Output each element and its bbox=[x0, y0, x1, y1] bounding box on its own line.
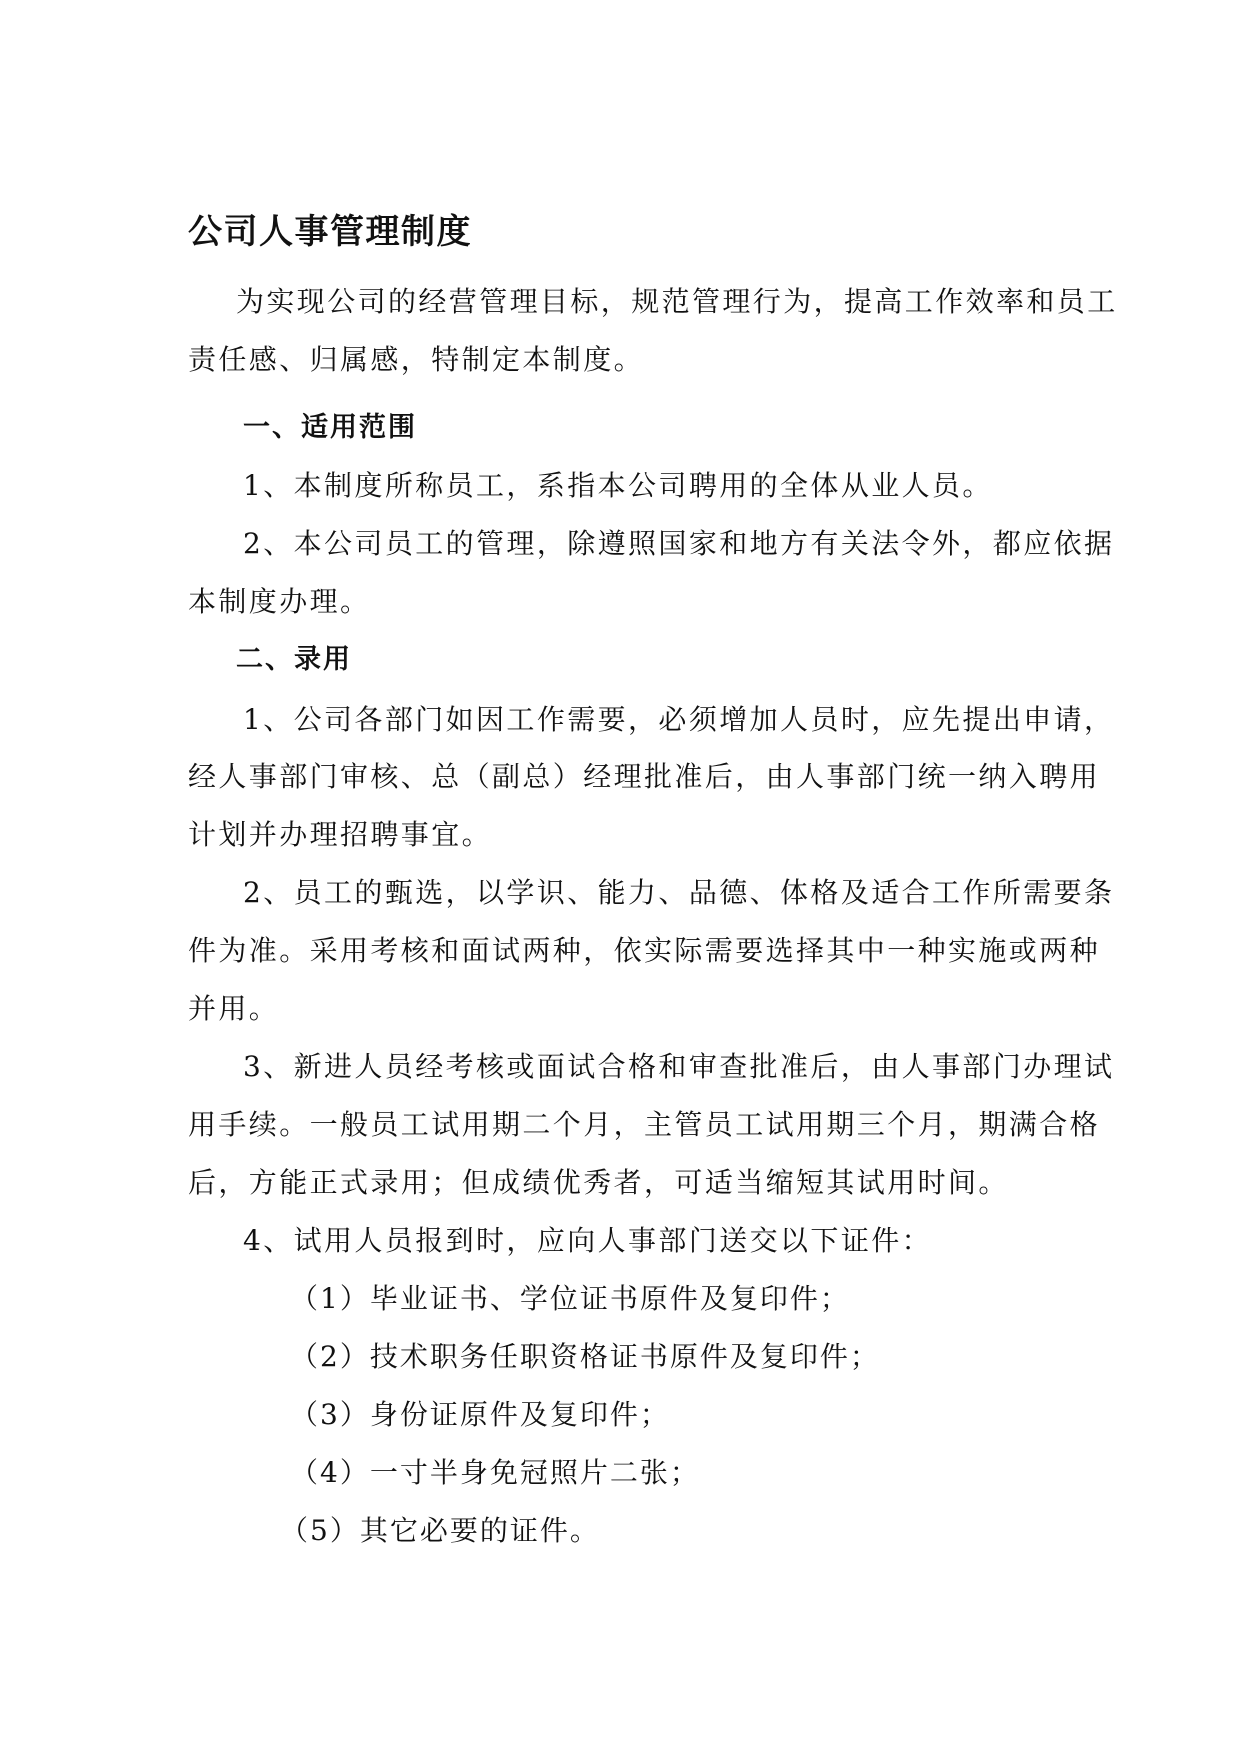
paragraph-line: 4、试用人员报到时，应向人事部门送交以下证件： bbox=[243, 1224, 933, 1257]
paragraph-line: 本制度办理。 bbox=[188, 585, 371, 618]
paragraph-line: 2、本公司员工的管理，除遵照国家和地方有关法令外，都应依据 bbox=[243, 527, 1115, 560]
section-heading-scope: 一、适用范围 bbox=[243, 412, 417, 443]
paragraph-line: 件为准。采用考核和面试两种，依实际需要选择其中一种实施或两种 bbox=[188, 934, 1101, 967]
paragraph-line: 经人事部门审核、总（副总）经理批准后，由人事部门统一纳入聘用 bbox=[188, 760, 1101, 793]
intro-line: 责任感、归属感，特制定本制度。 bbox=[188, 343, 645, 376]
paragraph-line: 计划并办理招聘事宜。 bbox=[188, 818, 493, 851]
document-title: 公司人事管理制度 bbox=[188, 212, 472, 252]
paragraph-line: 2、员工的甄选，以学识、能力、品德、体格及适合工作所需要条 bbox=[243, 876, 1115, 909]
paragraph-line: 后，方能正式录用；但成绩优秀者，可适当缩短其试用时间。 bbox=[188, 1166, 1009, 1199]
list-item: （2）技术职务任职资格证书原件及复印件； bbox=[290, 1340, 880, 1373]
paragraph-line: 1、公司各部门如因工作需要，必须增加人员时，应先提出申请， bbox=[243, 703, 1115, 736]
intro-line: 为实现公司的经营管理目标，规范管理行为，提高工作效率和员工 bbox=[236, 285, 1118, 318]
list-item: （1）毕业证书、学位证书原件及复印件； bbox=[290, 1282, 850, 1315]
paragraph-line: 3、新进人员经考核或面试合格和审查批准后，由人事部门办理试 bbox=[243, 1050, 1115, 1083]
list-item: （3）身份证原件及复印件； bbox=[290, 1398, 670, 1431]
paragraph-line: 并用。 bbox=[188, 992, 280, 1025]
paragraph-line: 1、本制度所称员工，系指本公司聘用的全体从业人员。 bbox=[243, 469, 993, 502]
list-item: （4）一寸半身免冠照片二张； bbox=[290, 1456, 700, 1489]
paragraph-line: 用手续。一般员工试用期二个月，主管员工试用期三个月，期满合格 bbox=[188, 1108, 1101, 1141]
list-item: （5）其它必要的证件。 bbox=[280, 1514, 600, 1547]
section-heading-hiring: 二、录用 bbox=[236, 644, 352, 675]
